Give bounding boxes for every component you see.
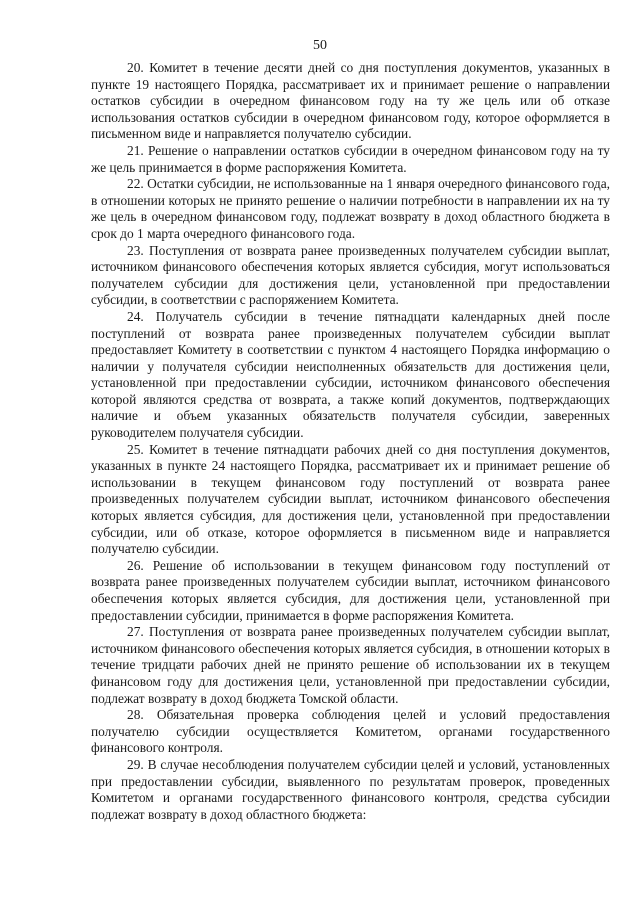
paragraph-20: 20. Комитет в течение десяти дней со дня поступления документов, указанных в пункте 19 настоящего Порядка, рассматривает их и принимает решение о направлении остатков субсидии в очередном финансовом году на ту же цель или об отказе использования остатков субсидии в очередном финансовом году, которое оформляется в письменном виде и направляется получателю субсидии. (91, 60, 610, 142)
paragraph-24: 24. Получатель субсидии в течение пятнадцати календарных дней после поступлений от возврата ранее произведенных получателем субсидии выплат предоставляет Комитету в соответствии с пунктом 4 настоящего Порядка информацию о наличии у получателя субсидии неисполненных обязательств для достижения цели, установленной при предоставлении субсидии, источником финансового обеспечения которой являются средства от возврата, а также копий документов, подтверждающих наличие и объем указанных обязательств получателя субсидии, заверенных руководителем получателя субсидии. (91, 308, 610, 441)
paragraph-26: 26. Решение об использовании в текущем финансовом году поступлений от возврата ранее произведенных получателем субсидии выплат, источником финансового обеспечения которых является субсидия, для достижения цели, установленной при предоставлении субсидии, принимается в форме распоряжения Комитета. (91, 557, 610, 623)
page-number: 50 (313, 38, 327, 53)
paragraph-29: 29. В случае несоблюдения получателем субсидии целей и условий, установленных при предоставлении субсидии, выявленного по результатам проверок, проведенных Комитетом и органами государственного финансового контроля, средства субсидии подлежат возврату в доход областного бюджета: (91, 756, 610, 822)
paragraph-22: 22. Остатки субсидии, не использованные на 1 января очередного финансового года, в отношении которых не принято решение о наличии потребности в направлении их на ту же цель в очередном финансовом году, подлежат возврату в доход областного бюджета в срок до 1 марта очередного финансового года. (91, 176, 610, 241)
paragraph-21: 21. Решение о направлении остатков субсидии в очередном финансовом году на ту же цель принимается в форме распоряжения Комитета. (91, 142, 610, 175)
paragraph-27: 27. Поступления от возврата ранее произведенных получателем субсидии выплат, источником финансового обеспечения которых является субсидия, в отношении которых в течение тридцати рабочих дней не принято решение об использовании их в текущем финансовом году для достижения цели, установленной при предоставлении субсидии, подлежат возврату в доход бюджета Томской области. (91, 624, 610, 706)
paragraph-25: 25. Комитет в течение пятнадцати рабочих дней со дня поступления документов, указанных в пункте 24 настоящего Порядка, рассматривает их и принимает решение об использовании в текущем финансовом году поступлений от возврата ранее произведенных получателем субсидии выплат, источником финансового обеспечения которых является субсидия, для достижения цели, установленной при предоставлении субсидии, или об отказе, которое оформляется в письменном виде и направляется получателю субсидии. (91, 441, 610, 557)
paragraph-28: 28. Обязательная проверка соблюдения целей и условий предоставления получателю субсидии осуществляется Комитетом, органами государственного финансового контроля. (91, 707, 610, 756)
document-body (91, 60, 610, 823)
paragraph-23: 23. Поступления от возврата ранее произведенных получателем субсидии выплат, источником финансового обеспечения которых является субсидия, могут использоваться получателем субсидии для достижения цели, установленной при предоставлении субсидии, в соответствии с распоряжением Комитета. (91, 242, 610, 308)
